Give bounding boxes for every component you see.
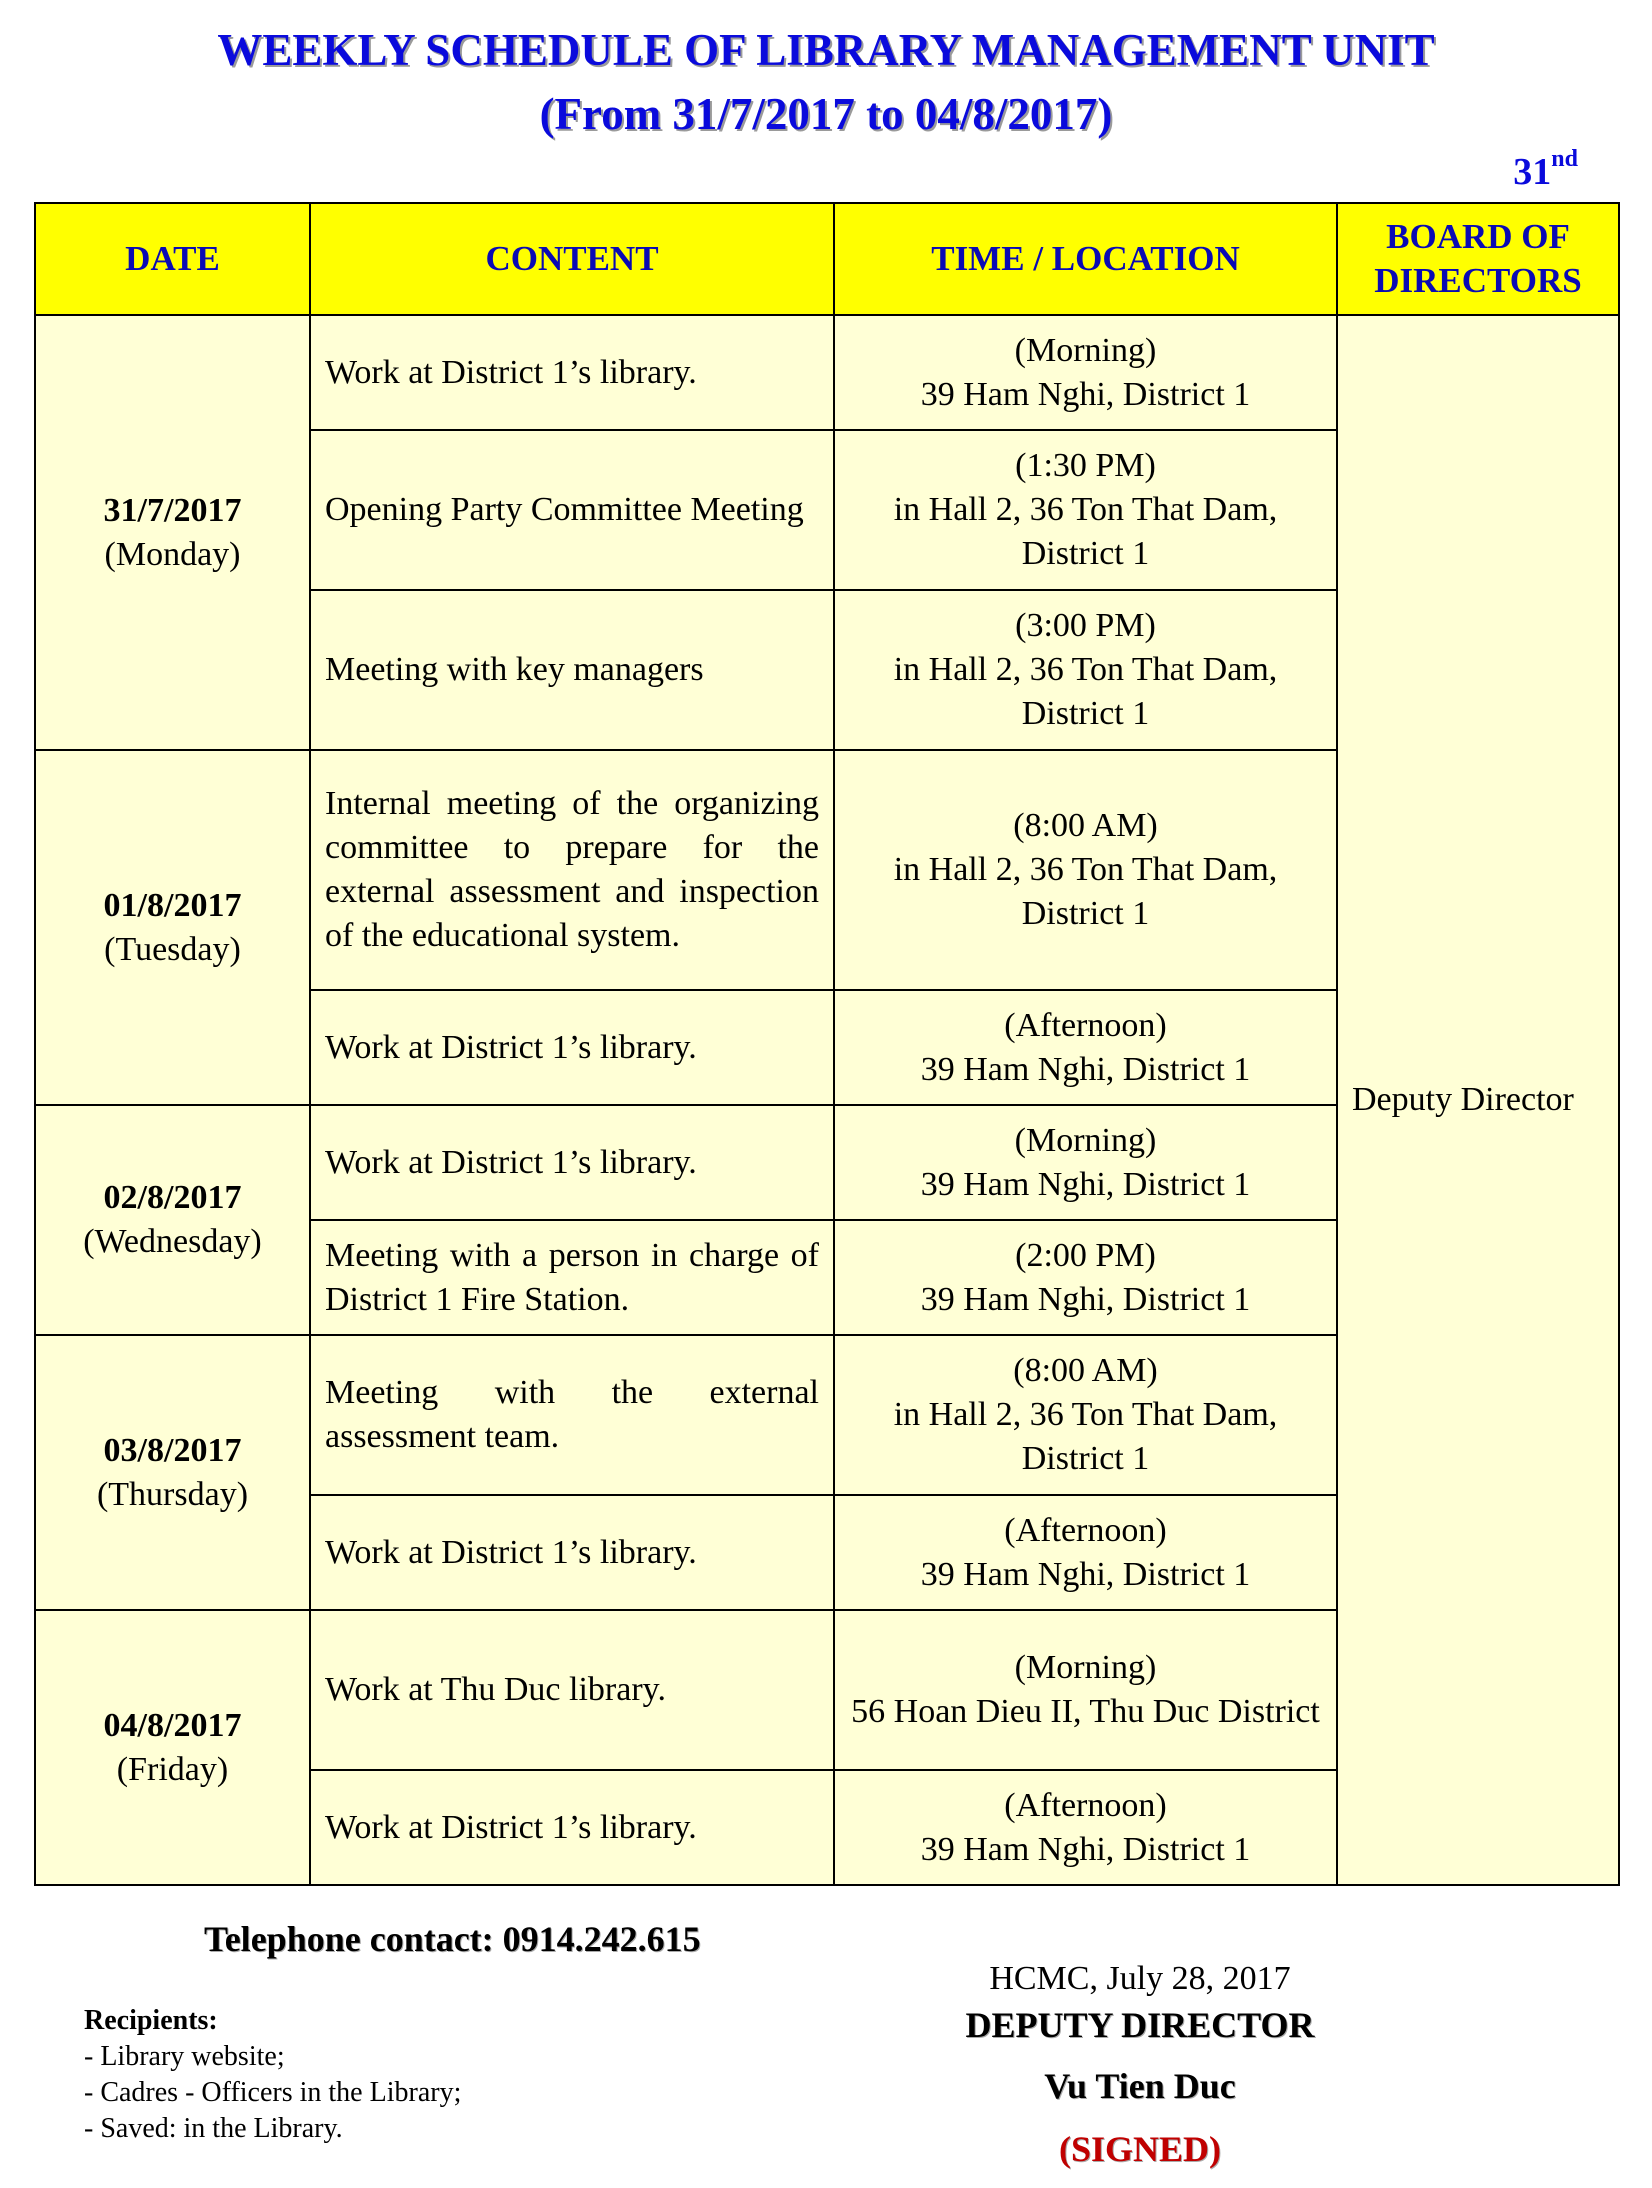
time-value: (8:00 AM) <box>1013 1352 1158 1389</box>
date-cell <box>35 1610 310 1885</box>
location-value: in Hall 2, 36 Ton That Dam, District 1 <box>893 491 1278 572</box>
weekday-value: (Wednesday) <box>83 1223 262 1260</box>
header-content: CONTENT <box>310 203 834 315</box>
date-value: 04/8/2017 <box>103 1706 242 1744</box>
signature-place-date: HCMC, July 28, 2017 <box>989 1960 1291 1997</box>
recipient-item: - Saved: in the Library. <box>84 2113 343 2144</box>
location-value: in Hall 2, 36 Ton That Dam, District 1 <box>893 1396 1278 1477</box>
time-location-cell <box>834 315 1337 430</box>
content-cell: Work at District 1’s library. <box>310 990 834 1105</box>
recipients-block <box>84 2003 461 2147</box>
schedule-body <box>35 315 1619 1885</box>
date-cell <box>35 1335 310 1610</box>
time-value: (Morning) <box>1014 1121 1157 1159</box>
time-value: (3:00 PM) <box>1015 607 1156 644</box>
content-cell: Meeting with a person in charge of District 1 Fire Station. <box>310 1220 834 1335</box>
time-location-cell <box>834 1610 1337 1770</box>
location-value: in Hall 2, 36 Ton That Dam, District 1 <box>893 851 1278 932</box>
table-row <box>35 315 1619 430</box>
recipient-item: - Cadres - Officers in the Library; <box>84 2077 462 2108</box>
time-location-cell <box>834 1220 1337 1335</box>
recipient-item: - Library website; <box>84 2041 285 2072</box>
header-date: DATE <box>35 203 310 315</box>
time-location-cell <box>834 1105 1337 1220</box>
date-cell <box>35 1105 310 1335</box>
signature-role: DEPUTY DIRECTOR <box>965 2005 1315 2045</box>
header-board: BOARD OF DIRECTORS <box>1337 203 1619 315</box>
recipients-title: Recipients: <box>84 2005 218 2036</box>
time-value: (Afternoon) <box>1004 1786 1167 1824</box>
content-cell: Meeting with the external assessment team. <box>310 1335 834 1495</box>
week-number-value: 31 <box>1513 151 1552 193</box>
content-cell: Meeting with key managers <box>310 590 834 750</box>
time-location-cell <box>834 1495 1337 1610</box>
header-time-location: TIME / LOCATION <box>834 203 1337 315</box>
content-cell: Work at Thu Duc library. <box>310 1610 834 1770</box>
time-location-cell <box>834 750 1337 990</box>
board-cell: Deputy Director <box>1337 315 1619 1885</box>
header-row <box>35 203 1619 315</box>
time-location-cell <box>834 1770 1337 1885</box>
content-cell: Internal meeting of the organizing committee to prepare for the external assessment and inspection of the educational system. <box>310 750 834 990</box>
weekday-value: (Tuesday) <box>104 930 241 968</box>
location-value: 39 Ham Nghi, District 1 <box>920 1165 1251 1203</box>
telephone-contact: Telephone contact: 0914.242.615 <box>204 1919 701 1959</box>
date-cell <box>35 750 310 1105</box>
location-value: 39 Ham Nghi, District 1 <box>920 1050 1251 1088</box>
time-value: (2:00 PM) <box>1015 1236 1156 1274</box>
date-value: 03/8/2017 <box>103 1431 242 1469</box>
location-value: 39 Ham Nghi, District 1 <box>920 1555 1251 1593</box>
time-value: (Morning) <box>1014 331 1157 369</box>
content-cell: Work at District 1’s library. <box>310 1105 834 1220</box>
time-value: (Morning) <box>1014 1649 1157 1686</box>
weekday-value: (Friday) <box>116 1750 229 1788</box>
location-value: 39 Ham Nghi, District 1 <box>920 1280 1251 1318</box>
time-location-cell <box>834 1335 1337 1495</box>
signature-signed: (SIGNED) <box>1058 2129 1222 2169</box>
weekday-value: (Monday) <box>104 535 241 573</box>
location-value: 56 Hoan Dieu II, Thu Duc District <box>851 1693 1320 1730</box>
weekday-value: (Thursday) <box>96 1475 249 1513</box>
location-value: 39 Ham Nghi, District 1 <box>920 375 1251 413</box>
location-value: in Hall 2, 36 Ton That Dam, District 1 <box>893 651 1278 732</box>
time-location-cell <box>834 990 1337 1105</box>
week-number-suffix: nd <box>1551 146 1578 173</box>
date-value: 01/8/2017 <box>103 886 242 924</box>
time-value: (1:30 PM) <box>1015 447 1156 484</box>
schedule-table <box>34 202 1620 1886</box>
document-title: WEEKLY SCHEDULE OF LIBRARY MANAGEMENT UNIT <box>217 25 1435 75</box>
week-number <box>1513 146 1578 194</box>
content-cell: Opening Party Committee Meeting <box>310 430 834 590</box>
time-location-cell <box>834 430 1337 590</box>
location-value: 39 Ham Nghi, District 1 <box>920 1830 1251 1868</box>
date-value: 31/7/2017 <box>103 491 242 529</box>
time-value: (8:00 AM) <box>1013 807 1158 844</box>
time-value: (Afternoon) <box>1004 1006 1167 1044</box>
content-cell: Work at District 1’s library. <box>310 1495 834 1610</box>
content-cell: Work at District 1’s library. <box>310 1770 834 1885</box>
date-cell <box>35 315 310 750</box>
date-value: 02/8/2017 <box>103 1179 242 1216</box>
time-value: (Afternoon) <box>1004 1511 1167 1549</box>
content-cell: Work at District 1’s library. <box>310 315 834 430</box>
document-date-range: (From 31/7/2017 to 04/8/2017) <box>539 89 1113 139</box>
time-location-cell <box>834 590 1337 750</box>
signature-name: Vu Tien Duc <box>1044 2066 1236 2106</box>
